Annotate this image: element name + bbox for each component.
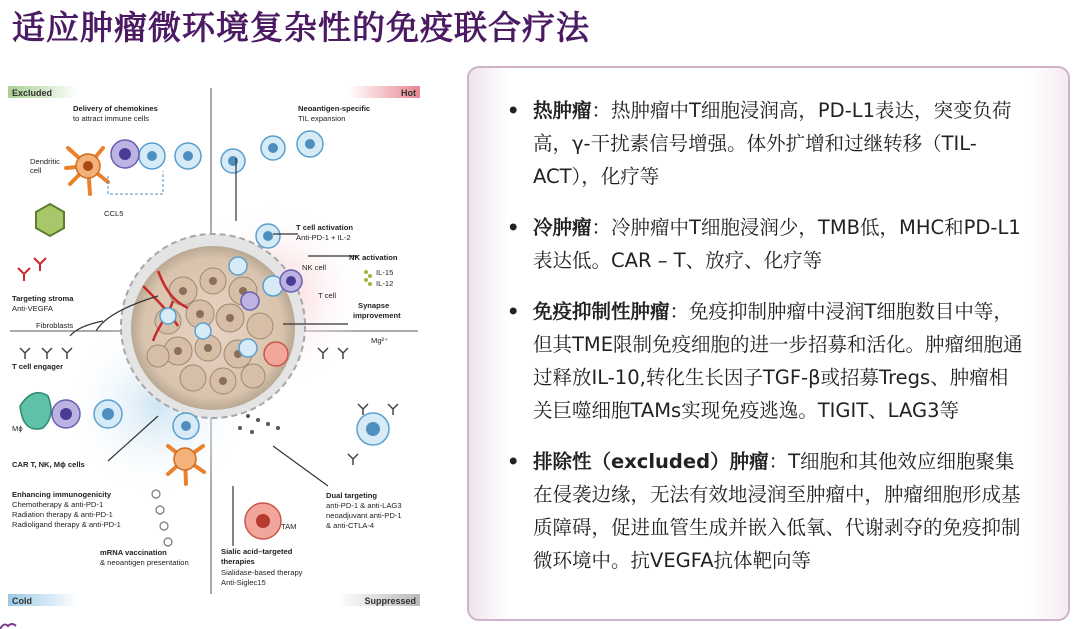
label-ccl5: CCL5 [104, 209, 124, 218]
bullet-text: ：热肿瘤中T细胞浸润高，PD-L1表达，突变负荷高，γ-干扰素信号增强。体外扩增和过继转移（TIL-ACT），化疗等 [533, 99, 1012, 188]
corner-hot: Hot [401, 88, 416, 98]
bullet-excluded-tumor: • 排除性（excluded）肿瘤：T细胞和其他效应细胞聚集在侵袭边缘，无法有效地浸润至肿瘤中，肿瘤细胞形成基质障碍，促进血管生成并嵌入低氧、代谢剥夺的免疫抑制微环境中。抗VEGFA抗体靶向等 [507, 450, 1021, 572]
text-panel [467, 66, 1070, 621]
label-tcell-activation-sub: Anti-PD-1 + IL-2 [296, 233, 351, 242]
label-neoantigen-title: Neoantigen-specific [298, 104, 371, 113]
label-tcell-activation: T cell activation [296, 223, 353, 232]
label-chemokines-sub: to attract immune cells [73, 114, 149, 123]
label-stroma-title: Targeting stroma [12, 294, 74, 303]
label-sialic-4: Anti-Siglec15 [221, 578, 266, 587]
label-fibroblasts: Fibroblasts [36, 321, 74, 330]
corner-suppressed: Suppressed [364, 596, 416, 606]
label-mg: Mg²⁺ [371, 336, 389, 345]
label-il15: IL-15 [376, 268, 394, 277]
label-sialic-1: Sialic acid–targeted [221, 547, 293, 556]
tumor-mass [121, 234, 305, 418]
label-stroma-sub: Anti-VEGFA [12, 304, 53, 313]
label-nk-activation: NK activation [349, 253, 398, 262]
label-synapse-1: Synapse [358, 301, 390, 310]
label-il12: IL-12 [376, 279, 394, 288]
bullet-term: 排除性（excluded）肿瘤 [533, 450, 769, 473]
bullet-text: ：T细胞和其他效应细胞聚集在侵袭边缘，无法有效地浸润至肿瘤中，肿瘤细胞形成基质障碍，促进血管生成并嵌入低氧、代谢剥夺的免疫抑制微环境中。抗VEGFA抗体靶向等 [533, 450, 1021, 572]
label-dual-2: neoadjuvant anti-PD-1 [326, 511, 402, 520]
label-mphi: Mϕ [12, 424, 23, 433]
bullet-list [507, 94, 1027, 595]
bullet-term: 冷肿瘤 [533, 216, 592, 239]
label-sialic-3: Sialidase-based therapy [221, 568, 303, 577]
label-dual-1: anti-PD-1 & anti-LAG3 [326, 501, 402, 510]
bullet-term: 热肿瘤 [533, 99, 592, 122]
label-dendritic: Dendritic [30, 157, 60, 166]
label-dual-3: & anti-CTLA-4 [326, 521, 375, 530]
bullet-text: ：冷肿瘤中T细胞浸润少，TMB低，MHC和PD-L1表达低。CAR – T、放疗、化疗等 [533, 216, 1021, 272]
label-sialic-2: therapies [221, 557, 255, 566]
corner-cold: Cold [12, 596, 32, 606]
label-dual-title: Dual targeting [326, 491, 378, 500]
label-dendritic-2: cell [30, 166, 42, 175]
dendritic-cell [66, 148, 108, 194]
label-tam: TAM [281, 522, 297, 531]
bullet-term: 免疫抑制性肿瘤 [533, 300, 670, 323]
label-enh-title: Enhancing immunogenicity [12, 490, 112, 499]
label-t-cell: T cell [318, 291, 337, 300]
label-neoantigen-sub: TIL expansion [298, 114, 346, 123]
tumor-microenvironment-figure [8, 86, 420, 608]
bullet-suppressed-tumor: • 免疫抑制性肿瘤：免疫抑制肿瘤中浸润T细胞数目中等，但其TME限制免疫细胞的进一步招募和活化。肿瘤细胞通过释放IL-10,转化生长因子TGF-β或招募Tregs、肿瘤相关巨噬细胞TAMs实现免疫逃逸。TIGIT、LAG3等 [507, 300, 1023, 422]
label-engager: T cell engager [12, 362, 64, 371]
label-car: CAR T, NK, Mϕ cells [12, 460, 85, 469]
slide-title: 适应肿瘤微环境复杂性的免疫联合疗法 [12, 8, 590, 47]
bullet-cold-tumor: • 冷肿瘤：冷肿瘤中T细胞浸润少，TMB低，MHC和PD-L1表达低。CAR – T、放疗、化疗等 [507, 216, 1021, 272]
label-synapse-2: improvement [353, 311, 401, 320]
slide-corner-mark [0, 622, 30, 629]
corner-excluded: Excluded [12, 88, 53, 98]
label-nk-cell: NK cell [302, 263, 327, 272]
label-mrna-sub: & neoantigen presentation [100, 558, 189, 567]
label-enh-2: Radiation therapy & anti-PD-1 [12, 510, 113, 519]
label-enh-1: Chemotherapy & anti-PD-1 [12, 500, 104, 509]
label-chemokines-title: Delivery of chemokines [73, 104, 158, 113]
figure-svg [8, 86, 420, 608]
bullet-hot-tumor: • 热肿瘤：热肿瘤中T细胞浸润高，PD-L1表达，突变负荷高，γ-干扰素信号增强。体外扩增和过继转移（TIL-ACT），化疗等 [507, 99, 1012, 188]
bullet-text: ：免疫抑制肿瘤中浸润T细胞数目中等，但其TME限制免疫细胞的进一步招募和活化。肿瘤细胞通过释放IL-10,转化生长因子TGF-β或招募Tregs、肿瘤相关巨噬细胞TAMs实现免疫逃逸。TIGIT、LAG3等 [533, 300, 1023, 422]
label-mrna-title: mRNA vaccination [100, 548, 167, 557]
label-enh-3: Radioligand therapy & anti-PD-1 [12, 520, 121, 529]
